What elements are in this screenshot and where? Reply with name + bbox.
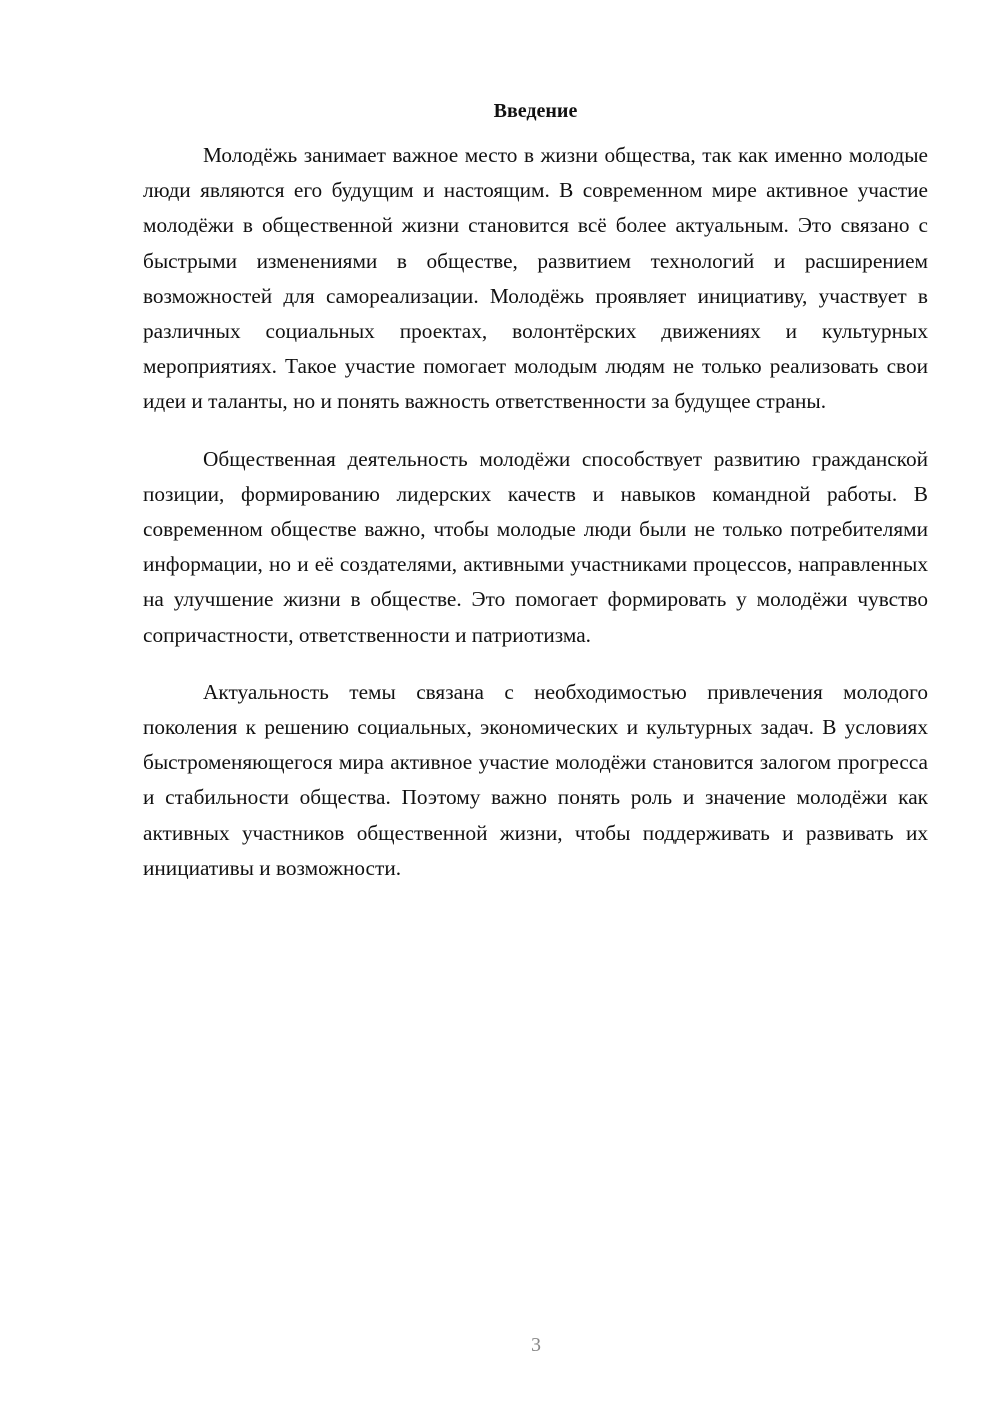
paragraph-3: Актуальность темы связана с необходимостью привлечения молодого поколения к решению социальных, экономических и культурных задач. В условиях быстроменяющегося мира активное участие молодёжи становится залогом прогресса и стабильности общества. Поэтому важно понять роль и значение молодёжи как активных участников общественной жизни, чтобы поддерживать и развивать их инициативы и возможности. <box>143 679 928 880</box>
page-content <box>143 96 928 908</box>
paragraph-2: Общественная деятельность молодёжи способствует развитию гражданской позиции, формированию лидерских качеств и навыков командной работы. В современном обществе важно, чтобы молодые люди были не только потребителями информации, но и её создателями, активными участниками процессов, направленных на улучшение жизни в обществе. Это помогает формировать у молодёжи чувство сопричастности, ответственности и патриотизма. <box>143 446 928 647</box>
page-number: 3 <box>531 1334 541 1356</box>
section-title: Введение <box>493 100 578 122</box>
paragraph-1: Молодёжь занимает важное место в жизни общества, так как именно молодые люди являются его будущим и настоящим. В современном мире активное участие молодёжи в общественной жизни становится всё более актуальным. Это связано с быстрыми изменениями в обществе, развитием технологий и расширением возможностей для самореализации. Молодёжь проявляет инициативу, участвует в различных социальных проектах, волонтёрских движениях и культурных мероприятиях. Такое участие помогает молодым людям не только реализовать свои идеи и таланты, но и понять важность ответственности за будущее страны. <box>143 143 928 414</box>
